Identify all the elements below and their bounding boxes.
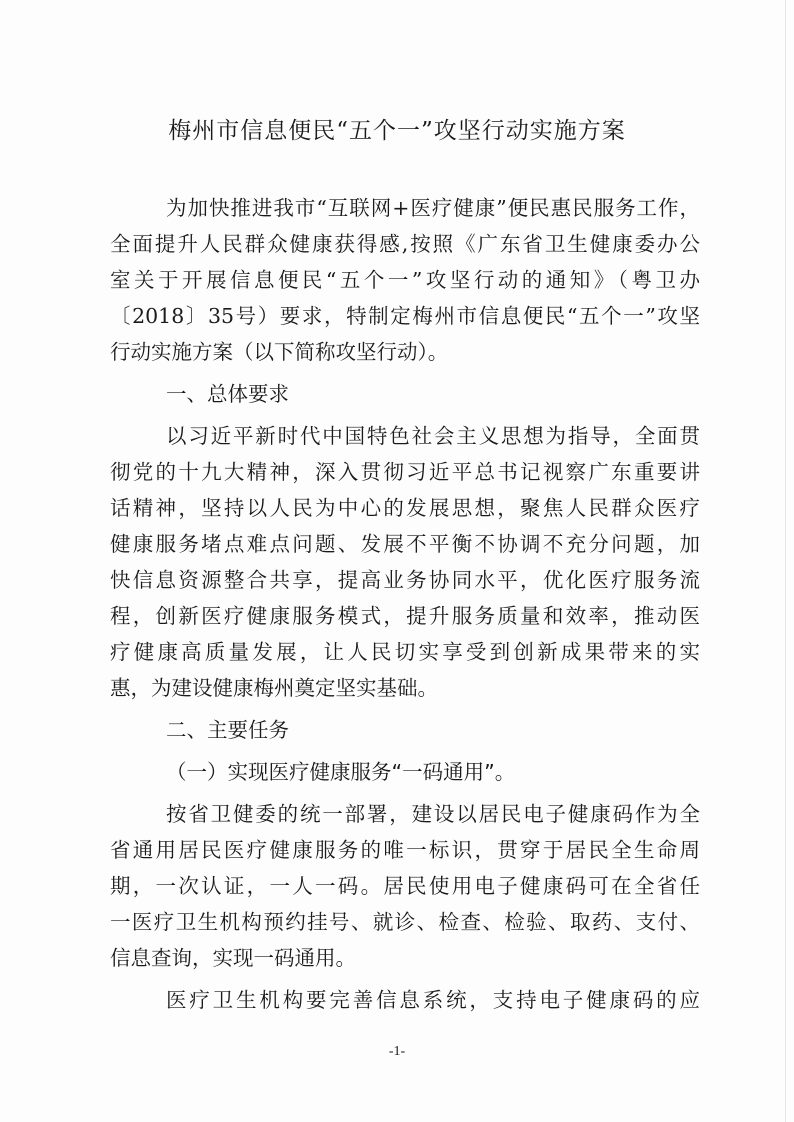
subsection1-line-2: 省通用居民医疗健康服务的唯一标识，贯穿于居民全生命周 <box>110 838 700 862</box>
section1-line-6: 程，创新医疗健康服务模式，提升服务质量和效率，推动医 <box>110 604 700 628</box>
subsection1-line-1: 按省卫健委的统一部署，建设以居民电子健康码作为全 <box>166 802 700 826</box>
section1-line-5: 快信息资源整合共享，提高业务协同水平，优化医疗服务流 <box>110 568 700 592</box>
subsection1-line-4: 一医疗卫生机构预约挂号、就诊、检查、检验、取药、支付、 <box>110 910 700 934</box>
section1-line-8: 惠，为建设健康梅州奠定坚实基础。 <box>110 676 438 700</box>
section-heading-general-requirements: 一、总体要求 <box>166 382 289 406</box>
intro-line-5: 行动实施方案（以下简称攻坚行动）。 <box>110 340 449 364</box>
section1-line-4: 健康服务堵点难点问题、发展不平衡不协调不充分问题，加 <box>110 532 700 556</box>
section1-line-2: 彻党的十九大精神，深入贯彻习近平总书记视察广东重要讲 <box>110 460 700 484</box>
subsection-heading-one-code: （一）实现医疗健康服务“一码通用”。 <box>166 760 516 784</box>
document-title: 梅州市信息便民“五个一”攻坚行动实施方案 <box>168 118 626 144</box>
page-number: -1- <box>388 1044 406 1059</box>
intro-line-3: 室关于开展信息便民“五个一”攻坚行动的通知》（粤卫办 <box>110 268 700 292</box>
intro-line-4: 〔2018〕35号）要求，特制定梅州市信息便民“五个一”攻坚 <box>110 304 700 328</box>
intro-line-2: 全面提升人民群众健康获得感,按照《广东省卫生健康委办公 <box>110 232 700 256</box>
intro-line-1: 为加快推进我市“互联网+医疗健康”便民惠民服务工作， <box>166 196 700 220</box>
subsection1-line-5: 信息查询，实现一码通用。 <box>110 946 356 970</box>
section1-line-7: 疗健康高质量发展，让人民切实享受到创新成果带来的实 <box>110 640 700 664</box>
subsection1-line-3: 期，一次认证，一人一码。居民使用电子健康码可在全省任 <box>110 874 700 898</box>
section1-line-3: 话精神，坚持以人民为中心的发展思想，聚焦人民群众医疗 <box>110 496 700 520</box>
section1-line-1: 以习近平新时代中国特色社会主义思想为指导，全面贯 <box>166 424 700 448</box>
subsection1-para2-line-1: 医疗卫生机构要完善信息系统，支持电子健康码的应 <box>166 988 700 1012</box>
section-heading-main-tasks: 二、主要任务 <box>166 718 289 742</box>
scan-edge <box>785 0 786 1122</box>
